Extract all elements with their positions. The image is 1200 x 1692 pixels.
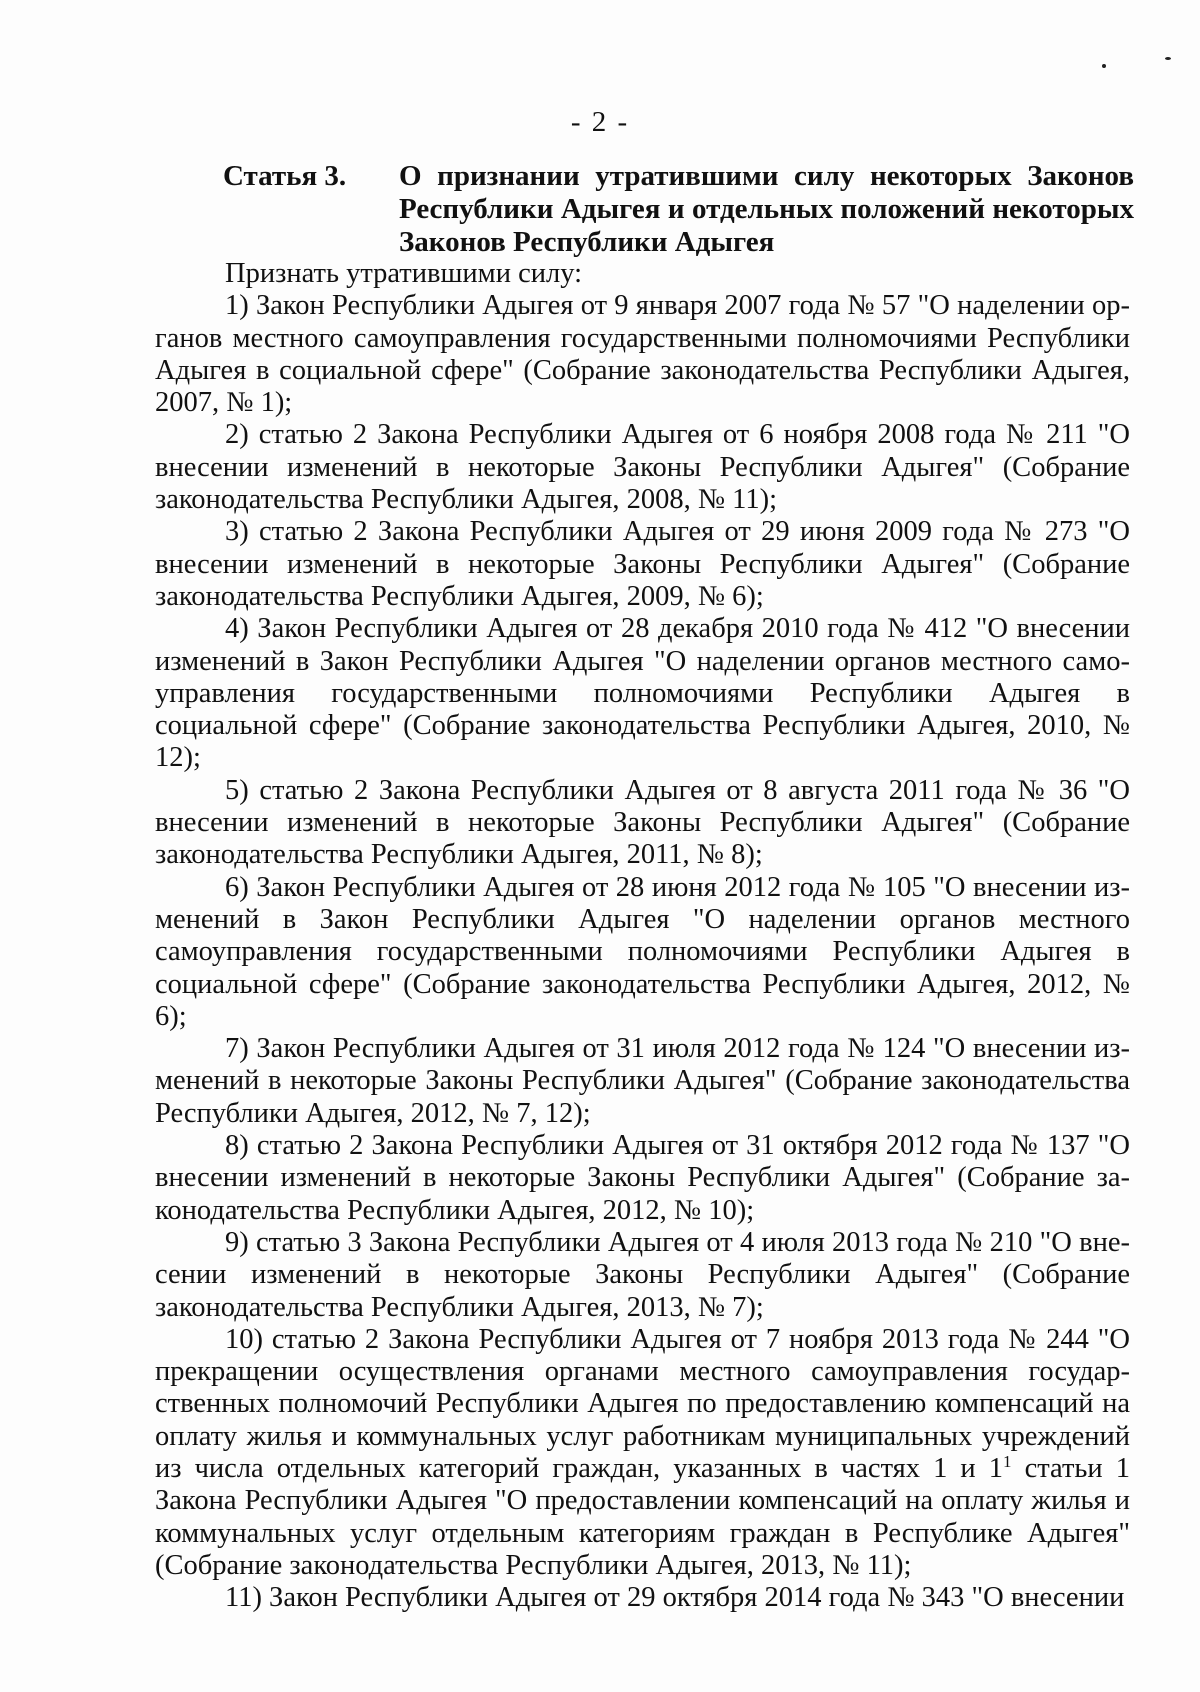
- intro-paragraph: Признать утратившими силу:: [225, 258, 582, 289]
- scan-speck: [1102, 64, 1106, 68]
- list-item-1: 1) Закон Республики Адыгея от 9 января 2007 года № 57 "О наделении органов местного самоуправления государственными полномочиями Республики Адыгея в социальной сфере" (Собрание законодательства Республики Адыгея, 2007, № 1);: [155, 290, 1130, 419]
- list-item-10-text-end: статьи 1 Закона Республики Адыгея "О предоставлении компенсаций на оплату жилья и коммунальных услуг отдельным категориям граждан в Республике Адыгея" (Собрание законодательства Республики Адыгея, 2013, № 11);: [155, 1452, 1130, 1581]
- list-item-10-text-start: 10) статью 2 Закона Республики Адыгея от 7 ноября 2013 года № 244 "О прекращении осуществления органами местного самоуправления государственных полномочий Республики Адыгея по предоставлению компенсаций на оплату жилья и коммунальных услуг работникам муниципальных учреждений из числа отдельных категорий граждан, указанных в частях 1 и 1: [155, 1323, 1130, 1484]
- list-item-9: 9) статью 3 Закона Республики Адыгея от 4 июля 2013 года № 210 "О внесении изменений в некоторые Законы Республики Адыгея" (Собрание законодательства Республики Адыгея, 2013, № 7);: [155, 1226, 1130, 1323]
- list-item-8: 8) статью 2 Закона Республики Адыгея от 31 октября 2012 года № 137 "О внесении изменений в некоторые Законы Республики Адыгея" (Собрание законодательства Республики Адыгея, 2012, № 10);: [155, 1130, 1130, 1226]
- article-label: Статья 3.: [223, 160, 347, 192]
- list-item-6: 6) Закон Республики Адыгея от 28 июня 2012 года № 105 "О внесении изменений в Закон Республики Адыгея "О наделении органов местного самоуправления государственными полномочиями Республики Адыгея в социальной сфере" (Собрание законодательства Республики Адыгея, 2012, № 6);: [155, 871, 1130, 1032]
- list-item-4: 4) Закон Республики Адыгея от 28 декабря 2010 года № 412 "О внесении изменений в Закон Республики Адыгея "О наделении органов местного самоуправления государственными полномочиями Республики Адыгея в социальной сфере" (Собрание законодательства Республики Адыгея, 2010, № 12);: [155, 613, 1130, 774]
- list-item-2: 2) статью 2 Закона Республики Адыгея от 6 ноября 2008 года № 211 "О внесении изменений в некоторые Законы Республики Адыгея" (Собрание законодательства Республики Адыгея, 2008, № 11);: [155, 419, 1130, 516]
- list-item-7: 7) Закон Республики Адыгея от 31 июля 2012 года № 124 "О внесении изменений в некоторые Законы Республики Адыгея" (Собрание законодательства Республики Адыгея, 2012, № 7, 12);: [155, 1033, 1130, 1129]
- list-item-5: 5) статью 2 Закона Республики Адыгея от 8 августа 2011 года № 36 "О внесении изменений в некоторые Законы Республики Адыгея" (Собрание законодательства Республики Адыгея, 2011, № 8);: [155, 774, 1130, 871]
- article-title: О признании утратившими силу некоторых Законов Республики Адыгея и отдельных положений некоторых Законов Республики Адыгея: [399, 160, 1134, 258]
- list-item-10: [155, 1324, 1130, 1582]
- list-item-3: 3) статью 2 Закона Республики Адыгея от 29 июня 2009 года № 273 "О внесении изменений в некоторые Законы Республики Адыгея" (Собрание законодательства Республики Адыгея, 2009, № 6);: [155, 516, 1130, 612]
- page-number: - 2 -: [570, 106, 630, 138]
- article-body: [155, 258, 1130, 1614]
- superscript-index: 1: [1003, 1451, 1012, 1471]
- list-item-11: 11) Закон Республики Адыгея от 29 октября 2014 года № 343 "О внесении: [225, 1582, 1125, 1614]
- scan-speck: [1165, 57, 1171, 60]
